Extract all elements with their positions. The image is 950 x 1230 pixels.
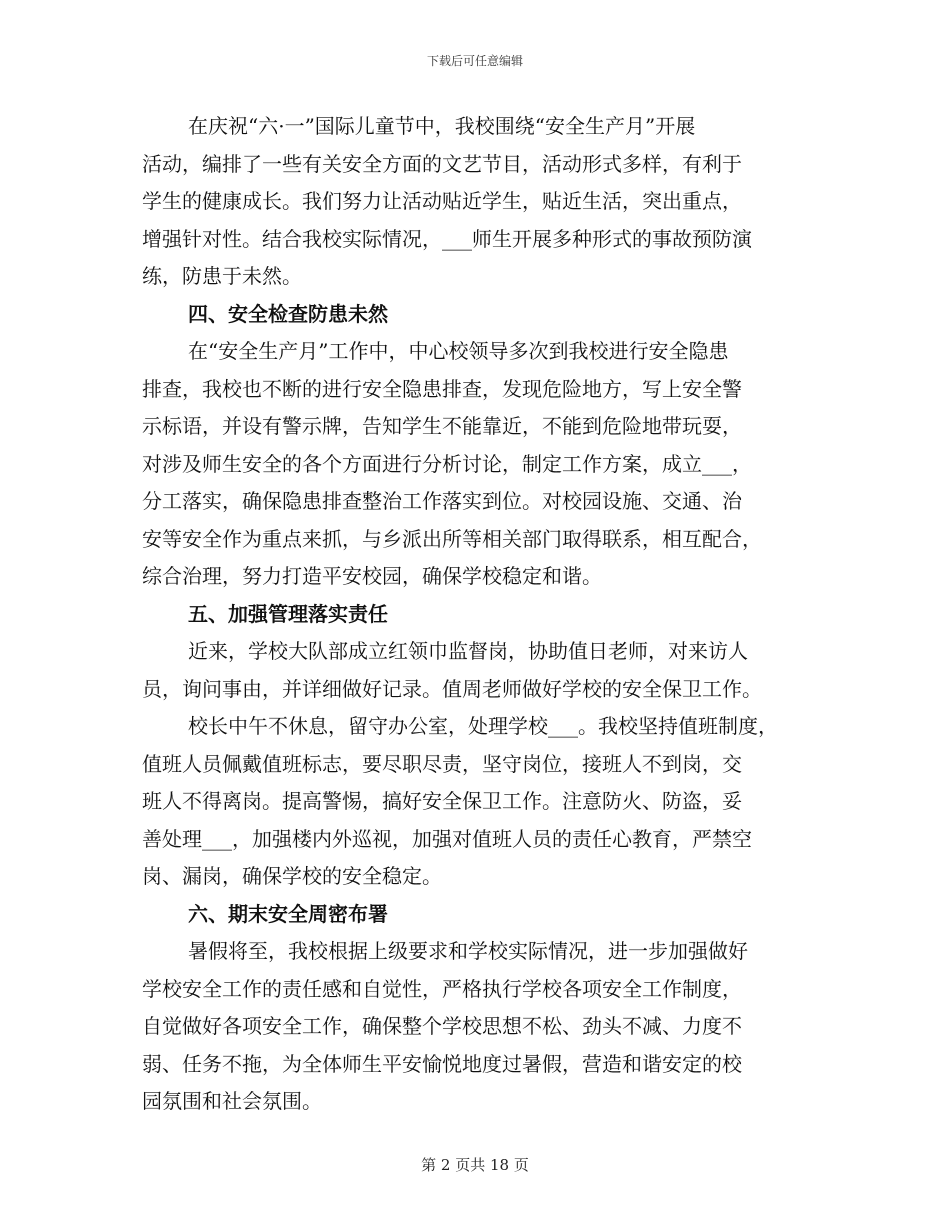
paragraph-line: 对涉及师生安全的各个方面进行分析讨论，制定工作方案，成立___， <box>142 451 752 476</box>
paragraph-line: 班人不得离岗。提高警惕，搞好安全保卫工作。注意防火、防盗，妥 <box>142 789 742 813</box>
paragraph-line: 善处理___，加强楼内外巡视，加强对值班人员的责任心教育，严禁空 <box>142 826 752 851</box>
paragraph-line: 园氛围和社会氛围。 <box>142 1089 322 1113</box>
paragraph-line: 弱、任务不拖，为全体师生平安愉悦地度过暑假，营造和谐安定的校 <box>142 1051 742 1076</box>
paragraph-line: 练，防患于未然。 <box>142 264 302 288</box>
paragraph-line: 综合治理，努力打造平安校园，确保学校稳定和谐。 <box>142 564 602 588</box>
paragraph-line: 增强针对性。结合我校实际情况，___师生开展多种形式的事故预防演 <box>142 226 752 251</box>
paragraph-line: 自觉做好各项安全工作，确保整个学校思想不松、劲头不减、力度不 <box>142 1014 742 1038</box>
section-heading-5: 五、加强管理落实责任 <box>188 601 388 626</box>
paragraph-line: 员，询问事由，并详细做好记录。值周老师做好学校的安全保卫工作。 <box>142 676 762 701</box>
paragraph-line: 校长中午不休息，留守办公室，处理学校___。我校坚持值班制度， <box>188 714 778 738</box>
document-body <box>142 108 822 1121</box>
paragraph-line: 活动，编排了一些有关安全方面的文艺节目，活动形式多样，有利于 <box>142 151 742 176</box>
paragraph-line: 暑假将至，我校根据上级要求和学校实际情况，进一步加强做好 <box>188 939 748 963</box>
paragraph-line: 排查，我校也不断的进行安全隐患排查，发现危险地方，写上安全警 <box>142 376 742 401</box>
paragraph-line: 示标语，并设有警示牌，告知学生不能靠近，不能到危险地带玩耍， <box>142 414 742 438</box>
paragraph-line: 在“安全生产月”工作中，中心校领导多次到我校进行安全隐患 <box>188 339 729 363</box>
section-heading-6: 六、期末安全周密布署 <box>188 901 388 926</box>
paragraph-line: 安等安全作为重点来抓，与乡派出所等相关部门取得联系，相互配合， <box>142 526 762 551</box>
paragraph-line: 岗、漏岗，确保学校的安全稳定。 <box>142 864 442 888</box>
paragraph-line: 学生的健康成长。我们努力让活动贴近学生，贴近生活，突出重点， <box>142 189 742 213</box>
paragraph-line: 在庆祝“六·一”国际儿童节中，我校围绕“安全生产月”开展 <box>188 114 696 138</box>
section-heading-4: 四、安全检查防患未然 <box>188 301 388 326</box>
paragraph-line: 值班人员佩戴值班标志，要尽职尽责，坚守岗位，接班人不到岗，交 <box>142 751 742 776</box>
paragraph-line: 分工落实，确保隐患排查整治工作落实到位。对校园设施、交通、治 <box>142 489 742 513</box>
paragraph-line: 学校安全工作的责任感和自觉性，严格执行学校各项安全工作制度， <box>142 976 742 1001</box>
page-header: 下载后可任意编辑 <box>426 54 523 68</box>
page-footer: 第 2 页共 18 页 <box>421 1156 529 1174</box>
paragraph-line: 近来，学校大队部成立红领巾监督岗，协助值日老师，对来访人 <box>188 639 748 663</box>
